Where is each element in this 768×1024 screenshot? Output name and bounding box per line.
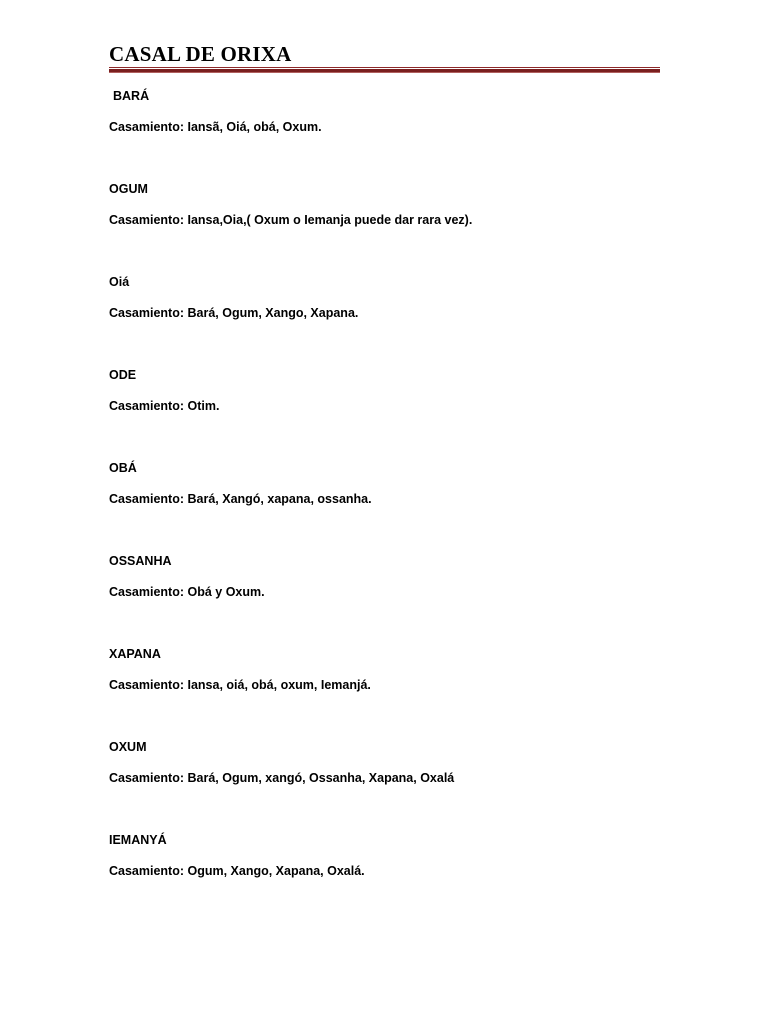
orixa-entry	[109, 646, 669, 739]
casamiento-text: Casamiento: Otim.	[109, 399, 220, 413]
orixa-name: OXUM	[109, 740, 147, 754]
orixa-entry-list	[109, 88, 669, 925]
orixa-name: OSSANHA	[109, 554, 172, 568]
casamiento-text: Casamiento: Bará, Xangó, xapana, ossanha.	[109, 492, 372, 506]
orixa-name: IEMANYÁ	[109, 833, 167, 847]
casamiento-text: Casamiento: Bará, Ogum, xangó, Ossanha, Xapana, Oxalá	[109, 771, 455, 785]
casamiento-text: Casamiento: Ogum, Xango, Xapana, Oxalá.	[109, 864, 365, 878]
orixa-name: OBÁ	[109, 461, 137, 475]
orixa-entry	[109, 367, 669, 460]
orixa-entry	[109, 553, 669, 646]
orixa-entry	[109, 274, 669, 367]
orixa-name: ODE	[109, 368, 137, 382]
orixa-entry	[109, 88, 669, 181]
orixa-name: BARÁ	[113, 89, 150, 103]
orixa-name: OGUM	[109, 182, 148, 196]
title-underline-rule	[109, 67, 660, 73]
orixa-entry	[109, 739, 669, 832]
casamiento-text: Casamiento: Bará, Ogum, Xango, Xapana.	[109, 306, 359, 320]
orixa-name: Oiá	[109, 275, 130, 289]
casamiento-text: Casamiento: Obá y Oxum.	[109, 585, 265, 599]
casamiento-text: Casamiento: Iansa, oiá, obá, oxum, Iemanjá.	[109, 678, 371, 692]
orixa-entry	[109, 832, 669, 925]
document-title: CASAL DE ORIXA	[109, 42, 292, 66]
rule-line-bottom	[109, 72, 660, 73]
casamiento-text: Casamiento: Iansã, Oiá, obá, Oxum.	[109, 120, 322, 134]
orixa-entry	[109, 181, 669, 274]
rule-line-top	[109, 67, 660, 68]
orixa-name: XAPANA	[109, 647, 161, 661]
orixa-entry	[109, 460, 669, 553]
casamiento-text: Casamiento: Iansa,Oia,( Oxum o Iemanja puede dar rara vez).	[109, 213, 473, 227]
